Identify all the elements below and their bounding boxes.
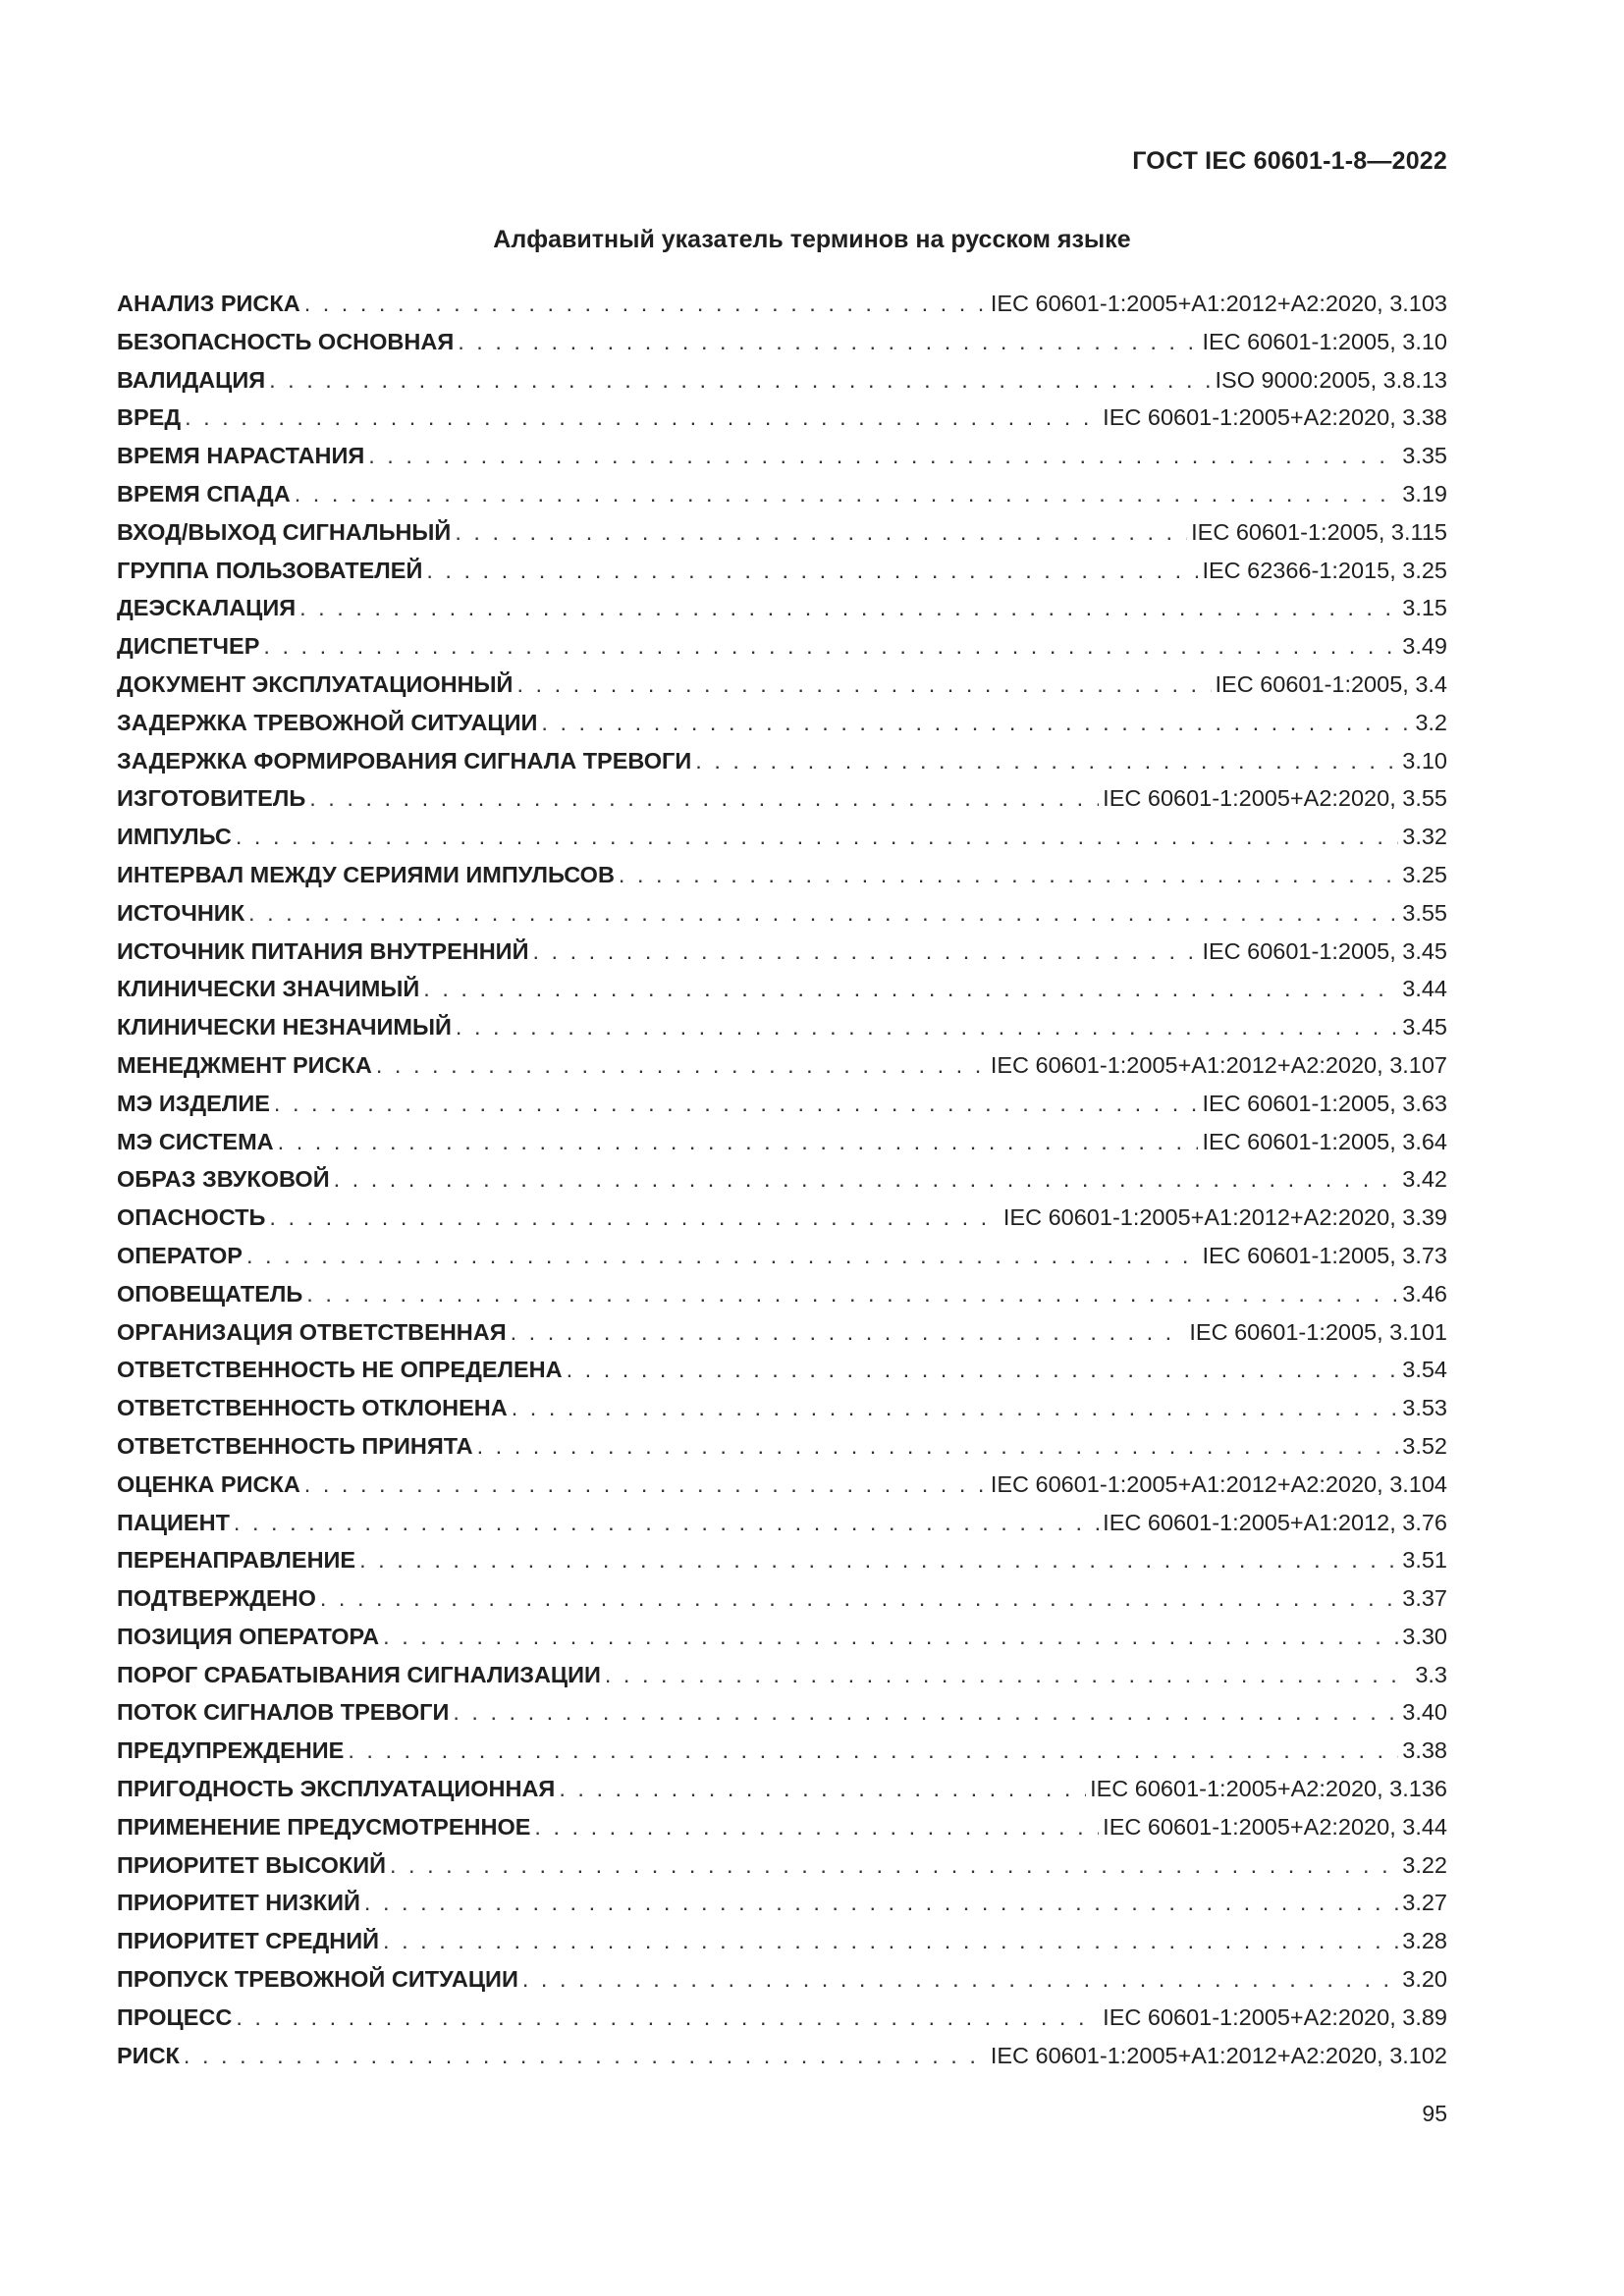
index-entry	[117, 862, 1447, 900]
index-entry	[117, 329, 1447, 367]
index-reference: 3.40	[1402, 1699, 1447, 1726]
index-term: ДОКУМЕНТ ЭКСПЛУАТАЦИОННЫЙ	[117, 670, 514, 697]
index-reference: IEC 60601-1:2005, 3.101	[1189, 1318, 1447, 1345]
index-entry	[117, 1814, 1447, 1852]
index-reference: IEC 60601-1:2005+A1:2012+A2:2020, 3.104	[990, 1470, 1447, 1497]
index-term: РИСК	[117, 2042, 180, 2068]
index-reference: 3.15	[1402, 595, 1447, 621]
dot-leader	[512, 1395, 1399, 1421]
dot-leader	[306, 1281, 1398, 1308]
index-term: ОТВЕТСТВЕННОСТЬ ОТКЛОНЕНА	[117, 1395, 508, 1421]
index-term: АНАЛИЗ РИСКА	[117, 291, 300, 316]
dot-leader	[364, 1890, 1398, 1916]
index-reference: 3.3	[1415, 1661, 1447, 1687]
dot-leader	[455, 519, 1187, 546]
dot-leader	[695, 748, 1398, 774]
dot-leader	[309, 785, 1099, 812]
dot-leader	[304, 291, 987, 317]
dot-leader	[619, 862, 1398, 888]
dot-leader	[456, 1014, 1398, 1041]
index-term: ПРОПУСК ТРЕВОЖНОЙ СИТУАЦИИ	[117, 1966, 518, 1993]
index-entry	[117, 710, 1447, 748]
dot-leader	[278, 1129, 1199, 1155]
index-term: ВРЕД	[117, 404, 182, 431]
index-term: ЗАДЕРЖКА ТРЕВОЖНОЙ СИТУАЦИИ	[117, 709, 538, 735]
index-entry	[117, 1928, 1447, 1966]
index-reference: 3.51	[1402, 1547, 1447, 1574]
dot-leader	[534, 1814, 1099, 1841]
index-term: ИЗГОТОВИТЕЛЬ	[117, 785, 306, 812]
index-entry	[117, 1624, 1447, 1662]
index-reference: 3.46	[1402, 1280, 1447, 1307]
index-reference: 3.55	[1402, 899, 1447, 926]
index-term: ПЕРЕНАПРАВЛЕНИЕ	[117, 1547, 356, 1574]
index-entry	[117, 1776, 1447, 1814]
index-reference: IEC 60601-1:2005+A2:2020, 3.89	[1103, 2003, 1447, 2030]
index-term: ЗАДЕРЖКА ФОРМИРОВАНИЯ СИГНАЛА ТРЕВОГИ	[117, 747, 692, 774]
index-term: ВРЕМЯ НАРАСТАНИЯ	[117, 443, 365, 469]
index-reference: IEC 60601-1:2005+A2:2020, 3.55	[1103, 785, 1447, 812]
index-term: ИСТОЧНИК	[117, 899, 245, 926]
index-term: ИНТЕРВАЛ МЕЖДУ СЕРИЯМИ ИМПУЛЬСОВ	[117, 861, 615, 887]
index-term: ВХОД/ВЫХОД СИГНАЛЬНЫЙ	[117, 518, 452, 545]
dot-leader	[295, 481, 1399, 507]
index-term: ПРИМЕНЕНИЕ ПРЕДУСМОТРЕННОЕ	[117, 1813, 531, 1840]
index-reference: 3.53	[1402, 1395, 1447, 1421]
index-reference: 3.35	[1402, 443, 1447, 469]
index-term: ПРИОРИТЕТ ВЫСОКИЙ	[117, 1851, 386, 1878]
index-term: МЭ СИСТЕМА	[117, 1128, 274, 1154]
index-reference: 3.54	[1402, 1357, 1447, 1383]
index-entry	[117, 1510, 1447, 1548]
index-reference: 3.44	[1402, 976, 1447, 1002]
dot-leader	[453, 1699, 1398, 1726]
index-entry	[117, 1395, 1447, 1433]
dot-leader	[559, 1776, 1086, 1802]
index-entry	[117, 633, 1447, 671]
index-entry	[117, 1699, 1447, 1737]
dot-leader	[567, 1357, 1399, 1383]
index-term: ОПЕРАТОР	[117, 1242, 243, 1268]
dot-leader	[236, 824, 1398, 850]
dot-leader	[184, 2043, 987, 2069]
index-entry	[117, 1585, 1447, 1624]
index-reference: IEC 60601-1:2005+A1:2012+A2:2020, 3.103	[990, 291, 1447, 316]
index-reference: IEC 60601-1:2005+A2:2020, 3.44	[1103, 1813, 1447, 1840]
index-entry	[117, 1052, 1447, 1091]
dot-leader	[383, 1624, 1398, 1650]
index-entry	[117, 595, 1447, 633]
index-term: ДИСПЕТЧЕР	[117, 633, 260, 660]
index-term: ПРИОРИТЕТ СРЕДНИЙ	[117, 1928, 380, 1954]
index-term: ВРЕМЯ СПАДА	[117, 480, 291, 507]
index-entry	[117, 1319, 1447, 1358]
index-reference: IEC 60601-1:2005, 3.115	[1191, 518, 1447, 545]
index-reference: 3.19	[1402, 480, 1447, 507]
index-reference: 3.20	[1402, 1966, 1447, 1993]
index-entry	[117, 938, 1447, 977]
index-entry	[117, 1737, 1447, 1776]
standard-code: ГОСТ IEC 60601-1-8—2022	[1132, 147, 1447, 175]
index-reference: ISO 9000:2005, 3.8.13	[1215, 366, 1447, 393]
index-term: ПОТОК СИГНАЛОВ ТРЕВОГИ	[117, 1699, 450, 1726]
index-term: ДЕЭСКАЛАЦИЯ	[117, 595, 297, 621]
index-reference: IEC 60601-1:2005, 3.10	[1202, 328, 1447, 354]
index-entry	[117, 1547, 1447, 1585]
index-entry	[117, 443, 1447, 481]
index-term: МЕНЕДЖМЕНТ РИСКА	[117, 1051, 372, 1078]
index-reference: 3.10	[1402, 747, 1447, 774]
index-reference: 3.45	[1402, 1014, 1447, 1041]
index-term: ОБРАЗ ЗВУКОВОЙ	[117, 1166, 330, 1193]
index-entry	[117, 1852, 1447, 1891]
index-entry	[117, 976, 1447, 1014]
index-term: ПОДТВЕРЖДЕНО	[117, 1585, 316, 1612]
index-entry	[117, 900, 1447, 938]
index-term: МЭ ИЗДЕЛИЕ	[117, 1090, 270, 1116]
index-term: ОТВЕТСТВЕННОСТЬ НЕ ОПРЕДЕЛЕНА	[117, 1357, 563, 1383]
index-reference: IEC 60601-1:2005, 3.63	[1202, 1090, 1447, 1116]
index-entry	[117, 519, 1447, 558]
index-reference: 3.22	[1402, 1851, 1447, 1878]
index-entry	[117, 1204, 1447, 1243]
dot-leader	[541, 710, 1411, 736]
index-entry	[117, 785, 1447, 824]
dot-leader	[423, 976, 1398, 1002]
index-entry	[117, 1281, 1447, 1319]
dot-leader	[320, 1585, 1398, 1612]
dot-leader	[246, 1243, 1198, 1269]
index-term: ПРОЦЕСС	[117, 2003, 233, 2030]
dot-leader	[263, 633, 1398, 660]
index-term: ПРЕДУПРЕЖДЕНИЕ	[117, 1737, 345, 1764]
index-reference: IEC 60601-1:2005+A1:2012, 3.76	[1103, 1509, 1447, 1535]
index-term: КЛИНИЧЕСКИ ЗНАЧИМЫЙ	[117, 976, 420, 1002]
dot-leader	[269, 367, 1211, 394]
index-reference: 3.25	[1402, 861, 1447, 887]
index-reference: 3.38	[1402, 1737, 1447, 1764]
index-term: ПРИГОДНОСТЬ ЭКСПЛУАТАЦИОННАЯ	[117, 1776, 556, 1802]
index-reference: IEC 60601-1:2005, 3.64	[1202, 1128, 1447, 1154]
dot-leader	[522, 1966, 1398, 1993]
index-reference: 3.42	[1402, 1166, 1447, 1193]
index-entry	[117, 671, 1447, 710]
index-entry	[117, 1357, 1447, 1395]
dot-leader	[234, 1510, 1099, 1536]
index-entry	[117, 1243, 1447, 1281]
index-entry	[117, 748, 1447, 786]
term-index-list	[117, 291, 1447, 2080]
dot-leader	[248, 900, 1398, 927]
index-term: БЕЗОПАСНОСТЬ ОСНОВНАЯ	[117, 328, 455, 354]
dot-leader	[390, 1852, 1398, 1879]
index-term: ПОЗИЦИЯ ОПЕРАТОРА	[117, 1623, 380, 1649]
dot-leader	[477, 1433, 1399, 1460]
dot-leader	[334, 1166, 1399, 1193]
index-term: ПАЦИЕНТ	[117, 1509, 230, 1535]
index-reference: IEC 60601-1:2005+A2:2020, 3.38	[1103, 404, 1447, 431]
index-reference: IEC 60601-1:2005, 3.4	[1215, 670, 1447, 697]
index-term: ОПОВЕЩАТЕЛЬ	[117, 1280, 303, 1307]
dot-leader	[299, 595, 1398, 621]
index-entry	[117, 1091, 1447, 1129]
index-reference: IEC 60601-1:2005, 3.45	[1202, 937, 1447, 964]
dot-leader	[532, 938, 1198, 965]
dot-leader	[269, 1204, 999, 1231]
dot-leader	[511, 1319, 1186, 1346]
index-entry	[117, 404, 1447, 443]
dot-leader	[368, 443, 1398, 469]
index-reference: 3.2	[1415, 709, 1447, 735]
index-reference: 3.30	[1402, 1623, 1447, 1649]
index-term: ИМПУЛЬС	[117, 824, 232, 850]
dot-leader	[516, 671, 1211, 698]
index-term: КЛИНИЧЕСКИ НЕЗНАЧИМЫЙ	[117, 1014, 452, 1041]
index-reference: IEC 60601-1:2005+A2:2020, 3.136	[1090, 1776, 1447, 1802]
index-entry	[117, 291, 1447, 329]
index-term: ОЦЕНКА РИСКА	[117, 1470, 300, 1497]
index-entry	[117, 2043, 1447, 2081]
dot-leader	[185, 404, 1099, 431]
index-term: ОТВЕТСТВЕННОСТЬ ПРИНЯТА	[117, 1432, 473, 1459]
page-number: 95	[1422, 2101, 1447, 2126]
dot-leader	[376, 1052, 987, 1079]
dot-leader	[236, 2004, 1099, 2031]
index-term: ГРУППА ПОЛЬЗОВАТЕЛЕЙ	[117, 557, 423, 583]
index-entry	[117, 1129, 1447, 1167]
index-reference: IEC 60601-1:2005+A1:2012+A2:2020, 3.39	[1002, 1204, 1447, 1231]
index-term: ПОРОГ СРАБАТЫВАНИЯ СИГНАЛИЗАЦИИ	[117, 1661, 601, 1687]
dot-leader	[426, 558, 1198, 584]
index-entry	[117, 1890, 1447, 1928]
index-term: ПРИОРИТЕТ НИЗКИЙ	[117, 1890, 360, 1916]
index-entry	[117, 1166, 1447, 1204]
index-term: ОРГАНИЗАЦИЯ ОТВЕТСТВЕННАЯ	[117, 1318, 507, 1345]
dot-leader	[359, 1547, 1398, 1574]
index-entry	[117, 824, 1447, 862]
dot-leader	[348, 1737, 1398, 1764]
index-entry	[117, 1471, 1447, 1510]
index-term: ИСТОЧНИК ПИТАНИЯ ВНУТРЕННИЙ	[117, 937, 529, 964]
index-entry	[117, 1662, 1447, 1700]
index-entry	[117, 367, 1447, 405]
index-reference: 3.28	[1402, 1928, 1447, 1954]
index-reference: 3.49	[1402, 633, 1447, 660]
index-title: Алфавитный указатель терминов на русском языке	[493, 226, 1131, 253]
index-entry	[117, 2004, 1447, 2043]
dot-leader	[605, 1662, 1411, 1688]
index-reference: 3.27	[1402, 1890, 1447, 1916]
index-reference: 3.52	[1402, 1432, 1447, 1459]
index-reference: IEC 60601-1:2005+A1:2012+A2:2020, 3.102	[990, 2042, 1447, 2068]
index-entry	[117, 1966, 1447, 2004]
index-entry	[117, 1433, 1447, 1471]
dot-leader	[383, 1928, 1398, 1954]
dot-leader	[458, 329, 1198, 355]
index-term: ВАЛИДАЦИЯ	[117, 366, 266, 393]
index-entry	[117, 481, 1447, 519]
index-reference: 3.37	[1402, 1585, 1447, 1612]
index-reference: IEC 60601-1:2005, 3.73	[1202, 1242, 1447, 1268]
index-term: ОПАСНОСТЬ	[117, 1204, 266, 1231]
index-entry	[117, 1014, 1447, 1052]
index-reference: 3.32	[1402, 824, 1447, 850]
index-reference: IEC 60601-1:2005+A1:2012+A2:2020, 3.107	[990, 1051, 1447, 1078]
index-reference: IEC 62366-1:2015, 3.25	[1202, 557, 1447, 583]
index-entry	[117, 558, 1447, 596]
dot-leader	[304, 1471, 987, 1498]
dot-leader	[274, 1091, 1199, 1117]
